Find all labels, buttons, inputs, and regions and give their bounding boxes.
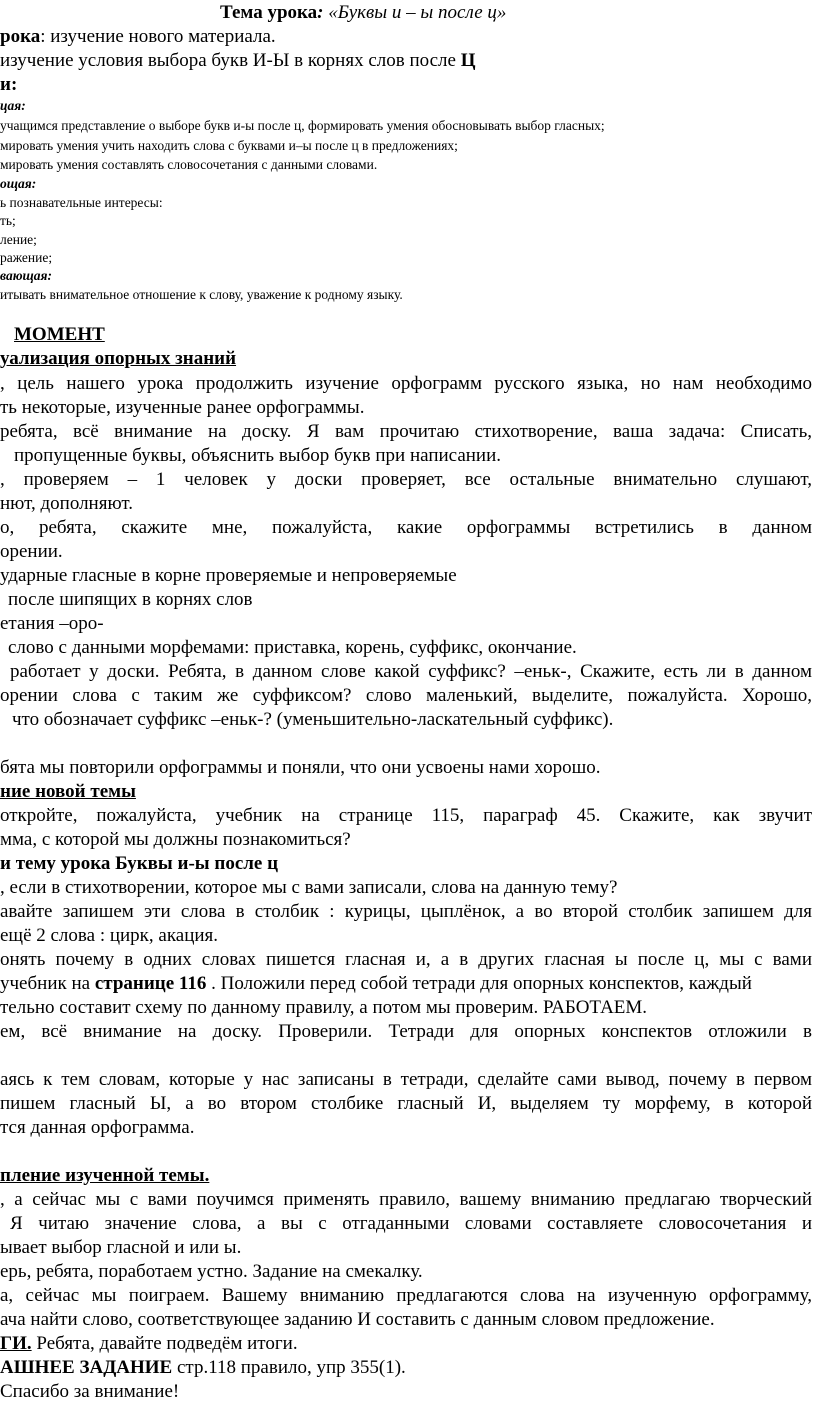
act-p3-line1: , проверяем – 1 человек у доски проверяет, все остальные внимательно слушают, [0, 469, 812, 490]
new-p1-line1: откройте, пожалуйста, учебник на странице 115, параграф 45. Скажите, как звучит [0, 805, 812, 826]
page-title: Тема урока: «Буквы и – ы после ц» [220, 2, 507, 23]
act-p1-line2: ть некоторые, изученные ранее орфограммы. [0, 397, 365, 418]
homework-label: АШНЕЕ ЗАДАНИЕ [0, 1357, 173, 1378]
goal-dev-2: ть; [0, 213, 16, 228]
actualization-heading: уализация опорных знаний [0, 348, 237, 369]
new-p4-line3: тельно составит схему по данному правилу, а потом мы проверим. РАБОТАЕМ. [0, 997, 648, 1018]
goal-edu-1: учащимся представление о выборе букв и-ы после ц, формировать умения обосновывать выбор гласных; [0, 118, 605, 133]
page-reference: странице 116 [94, 973, 207, 994]
title-label: Тема урока [220, 2, 318, 23]
act-list-item-1: ударные гласные в корне проверяемые и непроверяемые [0, 565, 457, 586]
goal-upb-label: вающая: [0, 268, 52, 283]
goal-dev-3: ление; [0, 232, 37, 247]
cons-p2: ерь, ребята, поработаем устно. Задание на смекалку. [0, 1261, 423, 1282]
new-topic-heading: ние новой темы [0, 781, 136, 802]
act-p1-line1: , цель нашего урока продолжить изучение орфограмм русского языка, но нам необходимо [0, 373, 812, 394]
act-p2-line1: ребята, всё внимание на доску. Я вам прочитаю стихотворение, ваша задача: Списать, [0, 421, 812, 442]
act-p6: бята мы повторили орфограммы и поняли, что они усвоены нами хорошо. [0, 757, 601, 778]
cons-p1-line2: Я читаю значение слова, а вы с отгаданными словами составляете словосочетания и [10, 1213, 812, 1234]
act-list-item-2: после шипящих в корнях слов [8, 589, 253, 610]
new-p4-line1: онять почему в одних словах пишется гласная и, а в других гласная ы после ц, мы с вами [0, 949, 812, 970]
goal-dev-label: ощая: [0, 176, 37, 191]
goal-edu-3: мировать умения составлять словосочетания с данными словами. [0, 157, 378, 172]
act-p4-line2: орении. [0, 541, 63, 562]
homework-line: АШНЕЕ ЗАДАНИЕ стр.118 правило, упр 355(1). [0, 1357, 406, 1378]
new-p3-line2: ещё 2 слова : цирк, акация. [0, 925, 219, 946]
new-p6-line3: тся данная орфограмма. [0, 1117, 195, 1138]
new-p5-line1: ем, всё внимание на доску. Проверили. Тетради для опорных конспектов отложили в [0, 1021, 812, 1042]
new-p2: , если в стихотворении, которое мы с вами записали, слова на данную тему? [0, 877, 618, 898]
act-list-item-3: етания –оро- [0, 613, 104, 634]
new-p1-line2: мма, с которой мы должны познакомиться? [0, 829, 351, 850]
new-topic-line: и тему урока Буквы и-ы после ц [0, 853, 279, 874]
lesson-type: рока: изучение нового материала. [0, 26, 276, 47]
goal-edu-2: мировать умения учить находить слова с буквами и–ы после ц в предложениях; [0, 138, 458, 153]
new-p6-line1: аясь к тем словам, которые у нас записаны в тетради, сделайте сами вывод, почему в первом [0, 1069, 812, 1090]
new-p4-line2: учебник на странице 116 . Положили перед собой тетради для опорных конспектов, каждый [0, 973, 752, 994]
act-list-item-4: слово с данными морфемами: приставка, корень, суффикс, окончание. [8, 637, 577, 658]
org-moment-heading: МОМЕНТ [14, 324, 105, 345]
cons-p3-line2: ача найти слово, соответствующее заданию И составить с данным словом предложение. [0, 1309, 715, 1330]
act-p4-line1: о, ребята, скажите мне, пожалуйста, какие орфограммы встретились в данном [0, 517, 812, 538]
cons-p3-line1: а, сейчас мы поиграем. Вашему вниманию предлагаются слова на изученную орфограмму, [0, 1285, 812, 1306]
summary-label: ГИ. [0, 1333, 32, 1354]
title-topic: «Буквы и – ы после ц» [328, 2, 507, 23]
goal-dev-4: ражение; [0, 250, 53, 265]
act-p3-line2: нют, дополняют. [0, 493, 134, 514]
goal-upb-1: итывать внимательное отношение к слову, уважение к родному языку. [0, 287, 403, 302]
act-p5-line1: работает у доски. Ребята, в данном слове какой суффикс? –еньк-, Скажите, есть ли в данном [10, 661, 812, 682]
cons-p1-line1: , а сейчас мы с вами поучимся применять правило, вашему вниманию предлагаю творческий [0, 1189, 812, 1210]
consolidation-heading: пление изученной темы. [0, 1165, 210, 1186]
thanks-line: Спасибо за внимание! [0, 1381, 180, 1402]
act-p5-line3: что обозначает суффикс –еньк-? (уменьшительно-ласкательный суффикс). [12, 709, 614, 730]
new-p6-line2: пишем гласный Ы, а во втором столбике гласный И, выделяем ту морфему, в которой [0, 1093, 812, 1114]
act-p5-line2: орении слова с таким же суффиксом? слово маленький, выделите, пожалуйста. Хорошо, [0, 685, 812, 706]
tasks-label: и: [0, 74, 18, 95]
act-p2-line2: пропущенные буквы, объяснить выбор букв при написании. [14, 445, 502, 466]
goal-dev-1: ь познавательные интересы: [0, 195, 163, 210]
new-p3-line1: авайте запишем эти слова в столбик : курицы, цыплёнок, а во второй столбик запишем для [0, 901, 812, 922]
lesson-goal: изучение условия выбора букв И-Ы в корнях слов после Ц [0, 50, 476, 71]
summary-line: ГИ. Ребята, давайте подведём итоги. [0, 1333, 298, 1354]
goal-edu-label: цая: [0, 98, 26, 113]
cons-p1-line3: ывает выбор гласной и или ы. [0, 1237, 242, 1258]
